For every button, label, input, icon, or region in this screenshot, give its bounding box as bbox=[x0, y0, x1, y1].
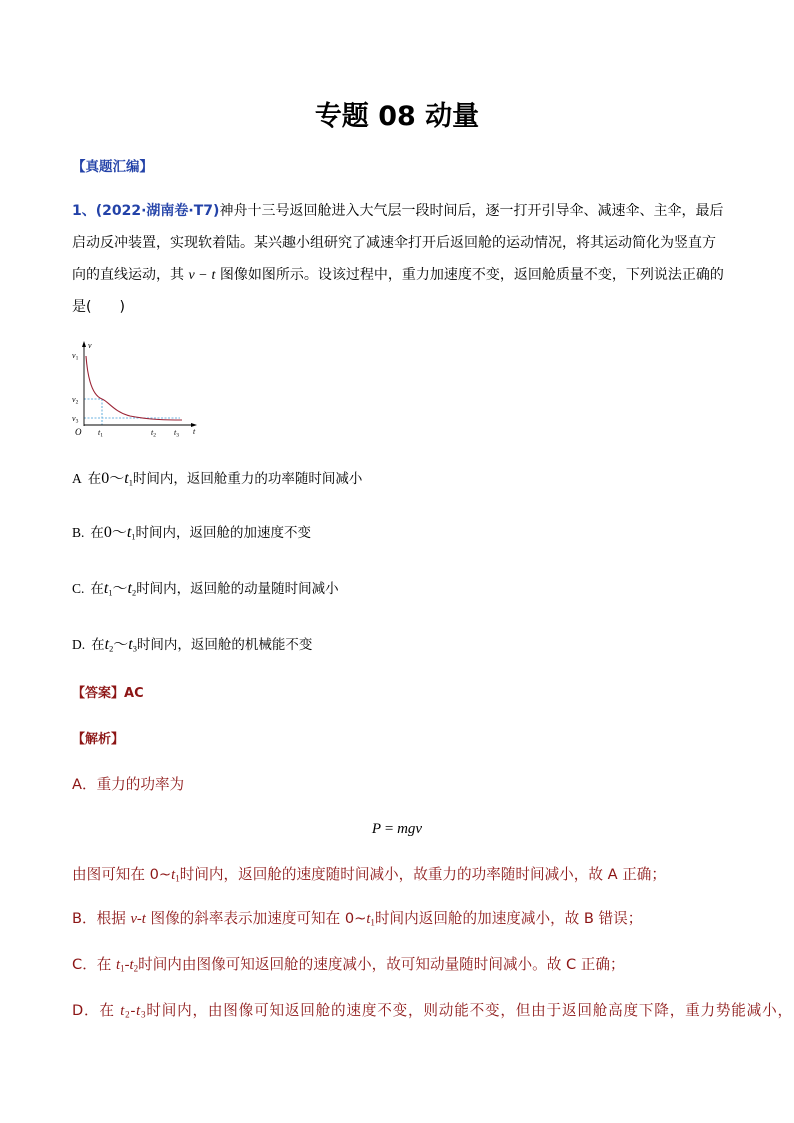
tick-t1: t1 bbox=[98, 428, 103, 439]
math-sub: 2 bbox=[109, 644, 114, 654]
option-label: D. bbox=[72, 637, 86, 652]
option-label: B. bbox=[72, 525, 85, 540]
question-line-3 bbox=[72, 265, 724, 285]
velocity-curve bbox=[86, 356, 182, 420]
math-tilde: ～ bbox=[112, 579, 128, 597]
math-zero: 0 bbox=[101, 470, 110, 487]
math-t: t bbox=[129, 957, 134, 973]
math-sub: 3 bbox=[132, 644, 137, 654]
option-d bbox=[72, 634, 312, 654]
option-label: C. bbox=[72, 581, 85, 596]
math-sub: 1 bbox=[120, 963, 125, 974]
analysis-text: 时间内返回舱的加速度减小，故 B 错误； bbox=[374, 910, 643, 927]
math-sub: 2 bbox=[133, 963, 139, 974]
math-t: t bbox=[171, 867, 176, 883]
tick-t3: t3 bbox=[174, 428, 179, 439]
math-dash: - bbox=[130, 1003, 137, 1019]
math-zero: 0 bbox=[103, 524, 112, 541]
formula-lhs: P bbox=[371, 821, 382, 837]
analysis-line-d bbox=[72, 1001, 793, 1021]
math-t: t bbox=[120, 1003, 126, 1019]
section-heading: 【真题汇编】 bbox=[72, 159, 153, 175]
math-sub: 1 bbox=[175, 873, 180, 884]
analysis-text: D．在 bbox=[72, 1002, 121, 1019]
option-c bbox=[72, 578, 339, 598]
formula-rhs: mgv bbox=[397, 821, 423, 837]
analysis-intro: A．重力的功率为 bbox=[72, 776, 185, 793]
analysis-text: 由图可知在 0~ bbox=[72, 866, 172, 883]
math-tilde: ～ bbox=[109, 469, 125, 487]
option-b bbox=[72, 522, 311, 542]
math-t: t bbox=[126, 524, 132, 541]
option-text: 时间内，返回舱的加速度不变 bbox=[135, 525, 312, 541]
question-text: 向的直线运动，其 bbox=[72, 267, 184, 283]
analysis-text: B．根据 bbox=[72, 910, 131, 927]
math-vt: v-t bbox=[130, 911, 146, 927]
tick-v1: v1 bbox=[72, 351, 79, 362]
question-line-4: 是( ) bbox=[72, 299, 125, 315]
question-text: 图像如图所示。设该过程中，重力加速度不变，返回舱质量不变，下列说法正确的 bbox=[219, 267, 724, 283]
math-v: v bbox=[188, 268, 195, 283]
math-t: t bbox=[366, 911, 371, 927]
option-text: 在 bbox=[87, 471, 102, 487]
math-dash: - bbox=[124, 957, 130, 973]
question-text: 神舟十三号返回舱进入大气层一段时间后，逐一打开引导伞、减速伞、主伞，最后 bbox=[219, 203, 724, 219]
analysis-text: 时间内，返回舱的速度随时间减小，故重力的功率随时间减小，故 A 正确； bbox=[179, 866, 666, 883]
math-t: t bbox=[103, 580, 109, 597]
math-t: t bbox=[127, 580, 132, 597]
option-text: 在 bbox=[90, 581, 104, 597]
math-t: t bbox=[124, 470, 129, 487]
math-t: t bbox=[136, 1003, 141, 1019]
option-text: 时间内，返回舱的机械能不变 bbox=[136, 637, 313, 653]
y-axis-arrow bbox=[82, 341, 86, 347]
math-t: t bbox=[211, 268, 216, 283]
option-text: 在 bbox=[90, 525, 104, 541]
origin-label: O bbox=[75, 427, 82, 437]
math-sub: 3 bbox=[140, 1009, 147, 1020]
x-axis-label: t bbox=[193, 427, 196, 436]
math-minus: − bbox=[199, 268, 208, 283]
answer-line bbox=[72, 684, 144, 704]
option-a bbox=[72, 468, 362, 488]
analysis-line-c bbox=[72, 955, 625, 975]
option-text: 在 bbox=[91, 637, 105, 653]
math-t: t bbox=[128, 636, 133, 653]
option-label: A bbox=[72, 471, 82, 486]
formula-equals: = bbox=[384, 821, 394, 837]
math-sub: 1 bbox=[108, 588, 113, 598]
page-title: 专题 08 动量 bbox=[314, 101, 480, 132]
question-source: (2022·湖南卷·T7) bbox=[95, 203, 220, 219]
analysis-line-b bbox=[72, 909, 642, 929]
vt-graph bbox=[70, 338, 202, 442]
answer-label: 【答案】 bbox=[72, 686, 125, 701]
math-t: t bbox=[116, 957, 121, 973]
math-tilde: ～ bbox=[113, 635, 129, 653]
tick-t2: t2 bbox=[151, 428, 156, 439]
question-line-1 bbox=[72, 201, 723, 221]
analysis-text: 时间内由图像可知返回舱的速度减小，故可知动量随时间减小。故 C 正确； bbox=[138, 956, 625, 973]
math-sub: 1 bbox=[131, 532, 136, 542]
math-sub: 2 bbox=[125, 1009, 131, 1020]
math-tilde: ～ bbox=[111, 523, 127, 541]
math-sub: 2 bbox=[132, 588, 137, 598]
analysis-text: 时间内，由图像可知返回舱的速度不变，则动能不变，但由于返回舱高度下降，重力势能减小， bbox=[146, 1002, 793, 1019]
math-sub: 1 bbox=[370, 917, 375, 928]
tick-v2: v2 bbox=[72, 395, 79, 406]
math-t: t bbox=[104, 636, 110, 653]
option-text: 时间内，返回舱重力的功率随时间减小 bbox=[132, 471, 363, 487]
answer-value: AC bbox=[124, 686, 144, 701]
y-axis-label: v bbox=[88, 341, 92, 350]
analysis-text: C．在 bbox=[72, 956, 117, 973]
analysis-label: 【解析】 bbox=[72, 732, 125, 747]
question-line-2: 启动反冲装置，实现软着陆。某兴趣小组研究了减速伞打开后返回舱的运动情况，将其运动简化为竖直方 bbox=[72, 235, 716, 251]
analysis-text: 图像的斜率表示加速度可知在 0~ bbox=[145, 910, 367, 927]
math-sub: 1 bbox=[128, 478, 133, 488]
analysis-line-a bbox=[72, 865, 666, 885]
power-formula bbox=[0, 819, 794, 839]
question-number: 1、 bbox=[72, 203, 96, 219]
option-text: 时间内，返回舱的动量随时间减小 bbox=[136, 581, 339, 597]
tick-v3: v3 bbox=[72, 414, 79, 425]
